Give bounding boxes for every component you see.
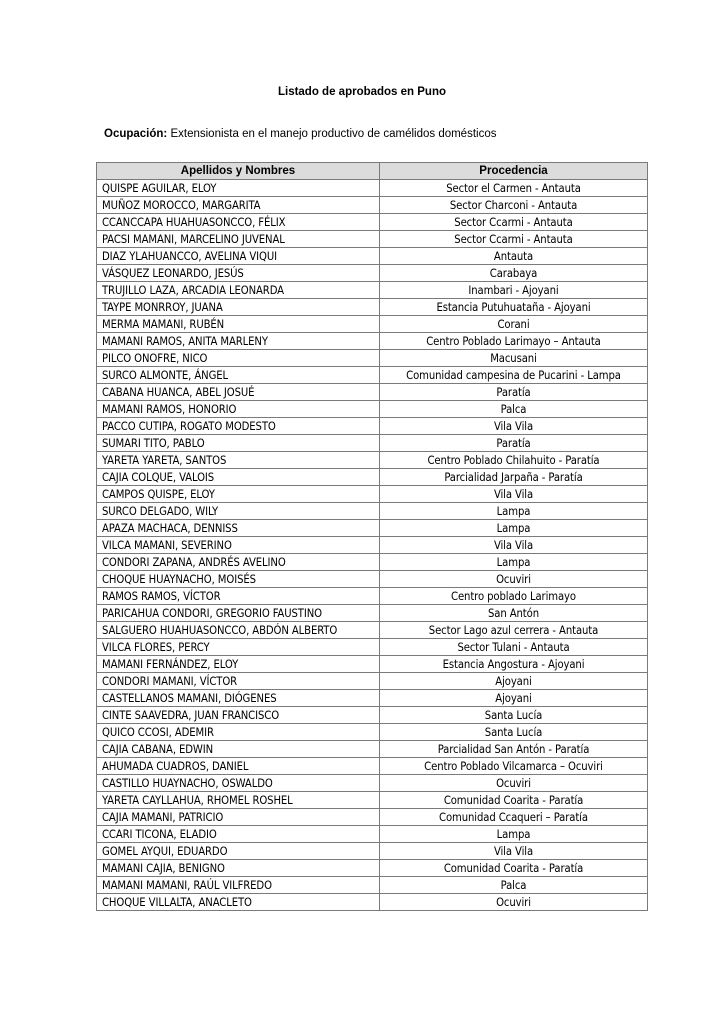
origin-cell: San Antón [380, 605, 648, 622]
name-cell: CASTELLANOS MAMANI, DIÓGENES [97, 690, 380, 707]
table-row [97, 724, 648, 741]
column-header-names: Apellidos y Nombres [97, 163, 380, 180]
name-cell: CCARI TICONA, ELADIO [97, 826, 380, 843]
name-cell: YARETA YARETA, SANTOS [97, 452, 380, 469]
table-row [97, 418, 648, 435]
table-row [97, 350, 648, 367]
table-row [97, 809, 648, 826]
origin-cell: Palca [380, 877, 648, 894]
name-cell: PACSI MAMANI, MARCELINO JUVENAL [97, 231, 380, 248]
table-row [97, 231, 648, 248]
table-row [97, 316, 648, 333]
origin-cell: Ajoyani [380, 673, 648, 690]
name-cell: RAMOS RAMOS, VÍCTOR [97, 588, 380, 605]
name-cell: SUMARI TITO, PABLO [97, 435, 380, 452]
table-row [97, 401, 648, 418]
table-row [97, 554, 648, 571]
origin-cell: Sector Charconi - Antauta [380, 197, 648, 214]
table-row [97, 758, 648, 775]
name-cell: CONDORI MAMANI, VÍCTOR [97, 673, 380, 690]
origin-cell: Centro Poblado Larimayo – Antauta [380, 333, 648, 350]
occupation-line [104, 128, 496, 140]
origin-cell: Centro Poblado Chilahuito - Paratía [380, 452, 648, 469]
name-cell: CAJIA COLQUE, VALOIS [97, 469, 380, 486]
occupation-label: Ocupación: [104, 128, 168, 140]
name-cell: CABANA HUANCA, ABEL JOSUÉ [97, 384, 380, 401]
origin-cell: Paratía [380, 435, 648, 452]
table-row [97, 180, 648, 197]
table-row [97, 707, 648, 724]
name-cell: CHOQUE HUAYNACHO, MOISÉS [97, 571, 380, 588]
origin-cell: Ajoyani [380, 690, 648, 707]
name-cell: TAYPE MONRROY, JUANA [97, 299, 380, 316]
table-row [97, 435, 648, 452]
name-cell: QUISPE AGUILAR, ELOY [97, 180, 380, 197]
table-row [97, 265, 648, 282]
table-row [97, 741, 648, 758]
name-cell: AHUMADA CUADROS, DANIEL [97, 758, 380, 775]
table-row [97, 775, 648, 792]
name-cell: CHOQUE VILLALTA, ANACLETO [97, 894, 380, 911]
origin-cell: Lampa [380, 520, 648, 537]
origin-cell: Lampa [380, 503, 648, 520]
name-cell: VÁSQUEZ LEONARDO, JESÚS [97, 265, 380, 282]
table-row [97, 469, 648, 486]
approved-list-table [96, 162, 648, 911]
origin-cell: Ocuviri [380, 894, 648, 911]
name-cell: GOMEL AYQUI, EDUARDO [97, 843, 380, 860]
table-row [97, 673, 648, 690]
origin-cell: Estancia Angostura - Ajoyani [380, 656, 648, 673]
origin-cell: Palca [380, 401, 648, 418]
name-cell: CAJIA CABANA, EDWIN [97, 741, 380, 758]
column-header-origin: Procedencia [380, 163, 648, 180]
occupation-value: Extensionista en el manejo productivo de camélidos domésticos [170, 128, 497, 140]
table-row [97, 452, 648, 469]
origin-cell: Lampa [380, 554, 648, 571]
table-row [97, 656, 648, 673]
origin-cell: Vila Vila [380, 537, 648, 554]
name-cell: CAJIA MAMANI, PATRICIO [97, 809, 380, 826]
name-cell: DIAZ YLAHUANCCO, AVELINA VIQUI [97, 248, 380, 265]
name-cell: SALGUERO HUAHUASONCCO, ABDÓN ALBERTO [97, 622, 380, 639]
name-cell: VILCA MAMANI, SEVERINO [97, 537, 380, 554]
name-cell: CINTE SAAVEDRA, JUAN FRANCISCO [97, 707, 380, 724]
origin-cell: Sector Ccarmi - Antauta [380, 214, 648, 231]
name-cell: CASTILLO HUAYNACHO, OSWALDO [97, 775, 380, 792]
table-row [97, 860, 648, 877]
origin-cell: Parcialidad Jarpaña - Paratía [380, 469, 648, 486]
table-row [97, 299, 648, 316]
table-body [97, 180, 648, 911]
table-row [97, 503, 648, 520]
table-row [97, 367, 648, 384]
table-row [97, 877, 648, 894]
name-cell: MERMA MAMANI, RUBÉN [97, 316, 380, 333]
table-row [97, 843, 648, 860]
origin-cell: Lampa [380, 826, 648, 843]
name-cell: MAMANI FERNÁNDEZ, ELOY [97, 656, 380, 673]
table-row [97, 282, 648, 299]
name-cell: PARICAHUA CONDORI, GREGORIO FAUSTINO [97, 605, 380, 622]
table-row [97, 248, 648, 265]
name-cell: PACCO CUTIPA, ROGATO MODESTO [97, 418, 380, 435]
name-cell: MAMANI MAMANI, RAÚL VILFREDO [97, 877, 380, 894]
name-cell: CCANCCAPA HUAHUASONCCO, FÉLIX [97, 214, 380, 231]
origin-cell: Sector Ccarmi - Antauta [380, 231, 648, 248]
table-row [97, 588, 648, 605]
origin-cell: Inambari - Ajoyani [380, 282, 648, 299]
table-row [97, 894, 648, 911]
table-row [97, 486, 648, 503]
origin-cell: Santa Lucía [380, 707, 648, 724]
table-row [97, 826, 648, 843]
name-cell: CAMPOS QUISPE, ELOY [97, 486, 380, 503]
table-row [97, 622, 648, 639]
origin-cell: Macusani [380, 350, 648, 367]
name-cell: QUICO CCOSI, ADEMIR [97, 724, 380, 741]
origin-cell: Centro Poblado Vilcamarca – Ocuviri [380, 758, 648, 775]
name-cell: MUÑOZ MOROCCO, MARGARITA [97, 197, 380, 214]
origin-cell: Sector el Carmen - Antauta [380, 180, 648, 197]
table-row [97, 520, 648, 537]
table-row [97, 537, 648, 554]
table-row [97, 639, 648, 656]
name-cell: YARETA CAYLLAHUA, RHOMEL ROSHEL [97, 792, 380, 809]
table-row [97, 214, 648, 231]
origin-cell: Parcialidad San Antón - Paratía [380, 741, 648, 758]
name-cell: TRUJILLO LAZA, ARCADIA LEONARDA [97, 282, 380, 299]
table-row [97, 690, 648, 707]
origin-cell: Corani [380, 316, 648, 333]
name-cell: SURCO ALMONTE, ÁNGEL [97, 367, 380, 384]
origin-cell: Comunidad Coarita - Paratía [380, 860, 648, 877]
name-cell: MAMANI CAJIA, BENIGNO [97, 860, 380, 877]
table-row [97, 333, 648, 350]
origin-cell: Ocuviri [380, 571, 648, 588]
origin-cell: Estancia Putuhuataña - Ajoyani [380, 299, 648, 316]
name-cell: APAZA MACHACA, DENNISS [97, 520, 380, 537]
origin-cell: Carabaya [380, 265, 648, 282]
name-cell: MAMANI RAMOS, HONORIO [97, 401, 380, 418]
origin-cell: Sector Tulani - Antauta [380, 639, 648, 656]
origin-cell: Centro poblado Larimayo [380, 588, 648, 605]
name-cell: PILCO ONOFRE, NICO [97, 350, 380, 367]
name-cell: VILCA FLORES, PERCY [97, 639, 380, 656]
name-cell: SURCO DELGADO, WILY [97, 503, 380, 520]
table-row [97, 197, 648, 214]
origin-cell: Sector Lago azul cerrera - Antauta [380, 622, 648, 639]
table-header-row [97, 163, 648, 180]
origin-cell: Comunidad Ccaqueri – Paratía [380, 809, 648, 826]
origin-cell: Comunidad campesina de Pucarini - Lampa [380, 367, 648, 384]
origin-cell: Ocuviri [380, 775, 648, 792]
table-row [97, 605, 648, 622]
origin-cell: Vila Vila [380, 843, 648, 860]
name-cell: MAMANI RAMOS, ANITA MARLENY [97, 333, 380, 350]
origin-cell: Vila Vila [380, 418, 648, 435]
origin-cell: Paratía [380, 384, 648, 401]
origin-cell: Vila Vila [380, 486, 648, 503]
table-row [97, 792, 648, 809]
table-row [97, 384, 648, 401]
origin-cell: Antauta [380, 248, 648, 265]
table-row [97, 571, 648, 588]
name-cell: CONDORI ZAPANA, ANDRÉS AVELINO [97, 554, 380, 571]
origin-cell: Santa Lucía [380, 724, 648, 741]
document-title: Listado de aprobados en Puno [277, 86, 447, 98]
origin-cell: Comunidad Coarita - Paratía [380, 792, 648, 809]
